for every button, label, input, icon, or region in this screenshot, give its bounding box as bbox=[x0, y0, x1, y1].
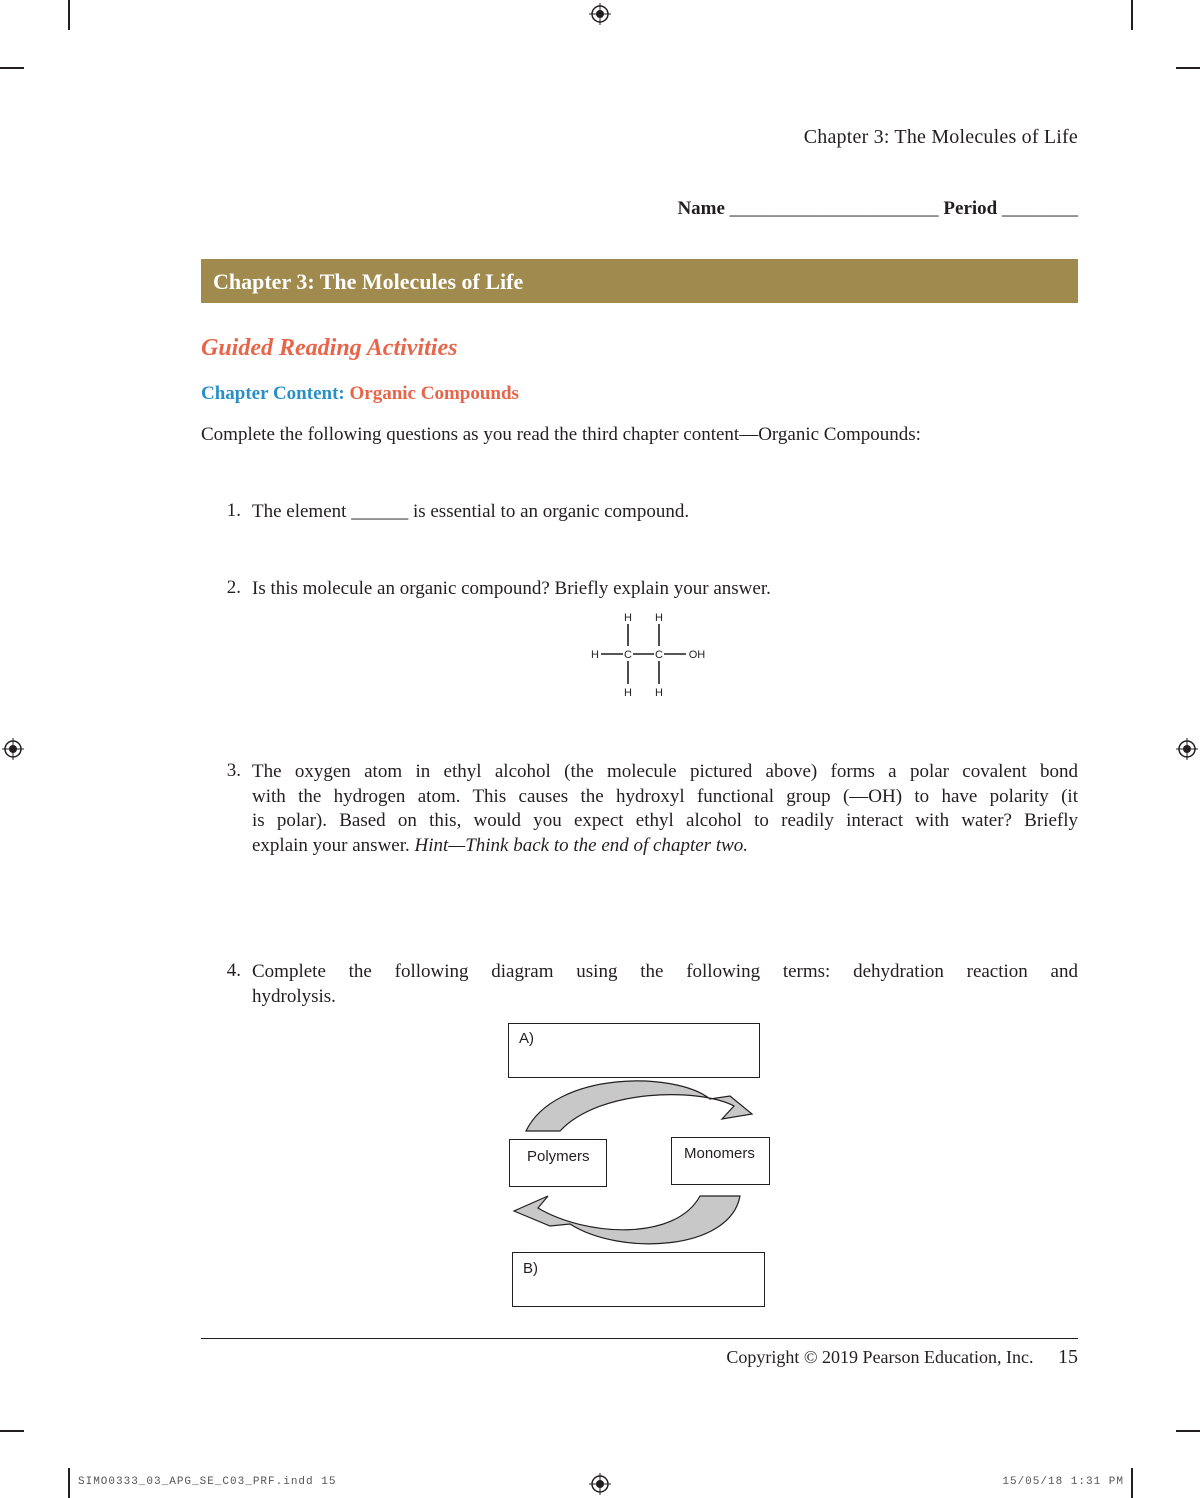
crop-mark bbox=[1176, 67, 1200, 69]
crop-mark bbox=[0, 67, 24, 69]
monomers-box bbox=[671, 1137, 770, 1185]
question-3-last-line bbox=[252, 834, 1078, 859]
question-3-line: with the hydrogen atom. This causes the hydroxyl functional group (—OH) to have polarity (it bbox=[252, 785, 1078, 807]
atom-label: H bbox=[655, 612, 663, 624]
footer-rule bbox=[201, 1338, 1078, 1339]
question-1-blank[interactable]: ______ bbox=[351, 501, 409, 522]
answer-box-b[interactable] bbox=[512, 1252, 765, 1307]
cycle-diagram bbox=[500, 1016, 780, 1316]
bottom-curved-arrow-icon bbox=[514, 1196, 740, 1244]
question-4-text bbox=[252, 960, 1078, 1009]
atom-label: H bbox=[591, 649, 599, 661]
monomers-label: Monomers bbox=[684, 1145, 755, 1162]
atom-label: C bbox=[624, 649, 632, 661]
copyright-text: Copyright © 2019 Pearson Education, Inc. bbox=[726, 1347, 1034, 1367]
section-title: Guided Reading Activities bbox=[201, 335, 458, 361]
chapter-banner-title: Chapter 3: The Molecules of Life bbox=[213, 269, 524, 294]
question-1-after: is essential to an organic compound. bbox=[412, 501, 690, 522]
registration-mark-icon bbox=[589, 3, 611, 25]
question-3-hint: Hint—Think back to the end of chapter two. bbox=[414, 834, 749, 856]
crop-mark bbox=[68, 0, 70, 30]
atom-label: OH bbox=[688, 649, 706, 661]
polymers-label: Polymers bbox=[527, 1148, 590, 1165]
question-number: 2. bbox=[226, 577, 241, 598]
question-3-line: explain your answer. bbox=[252, 834, 410, 856]
crop-mark bbox=[0, 1430, 24, 1432]
atom-label: H bbox=[624, 687, 632, 699]
slug-timestamp: 15/05/18 1:31 PM bbox=[1002, 1476, 1124, 1488]
crop-mark bbox=[68, 1468, 70, 1498]
page-number: 15 bbox=[1058, 1346, 1078, 1368]
name-blank[interactable]: ______________________ bbox=[729, 198, 939, 219]
crop-mark bbox=[1176, 1430, 1200, 1432]
name-period-line bbox=[560, 198, 1078, 220]
answer-box-b-label: B) bbox=[523, 1260, 538, 1277]
top-curved-arrow-icon bbox=[526, 1081, 752, 1131]
crop-mark bbox=[1131, 0, 1133, 30]
atom-label: C bbox=[655, 649, 663, 661]
atom-label: H bbox=[624, 612, 632, 624]
slug-file-name: SIMO0333_03_APG_SE_C03_PRF.indd 15 bbox=[78, 1476, 337, 1488]
intro-text: Complete the following questions as you read the third chapter content—Organic Compounds: bbox=[201, 424, 921, 445]
question-3-line: The oxygen atom in ethyl alcohol (the molecule pictured above) forms a polar covalent bond bbox=[252, 761, 1078, 782]
question-1-before: The element bbox=[252, 501, 347, 522]
crop-mark bbox=[1131, 1468, 1133, 1498]
question-4-line: hydrolysis. bbox=[252, 985, 336, 1007]
question-3-line: is polar). Based on this, would you expect ethyl alcohol to readily interact with water? Briefly bbox=[252, 810, 1078, 831]
name-label: Name bbox=[677, 198, 725, 219]
chapter-content-value: Organic Compounds bbox=[349, 383, 519, 404]
ethanol-structure bbox=[585, 609, 715, 701]
polymers-box bbox=[509, 1139, 607, 1187]
period-label: Period bbox=[943, 198, 998, 219]
question-1-text bbox=[252, 500, 1078, 525]
question-number: 1. bbox=[226, 500, 241, 521]
footer bbox=[600, 1346, 1078, 1369]
answer-box-a[interactable] bbox=[508, 1023, 760, 1078]
answer-box-a-label: A) bbox=[519, 1030, 534, 1047]
question-number: 4. bbox=[226, 960, 241, 981]
question-3-text bbox=[252, 760, 1078, 858]
registration-mark-icon bbox=[1176, 738, 1198, 760]
question-number: 3. bbox=[226, 760, 241, 781]
question-4-line: Complete the following diagram using the following terms: dehydration reaction and bbox=[252, 961, 1078, 982]
question-2-text: Is this molecule an organic compound? Briefly explain your answer. bbox=[252, 578, 771, 599]
period-blank[interactable]: ________ bbox=[1002, 198, 1078, 219]
chapter-content-line bbox=[201, 383, 519, 405]
registration-mark-icon bbox=[2, 738, 24, 760]
running-head: Chapter 3: The Molecules of Life bbox=[803, 126, 1078, 148]
atom-label: H bbox=[655, 687, 663, 699]
chapter-content-label: Chapter Content: bbox=[201, 383, 345, 404]
registration-mark-icon bbox=[589, 1473, 611, 1495]
